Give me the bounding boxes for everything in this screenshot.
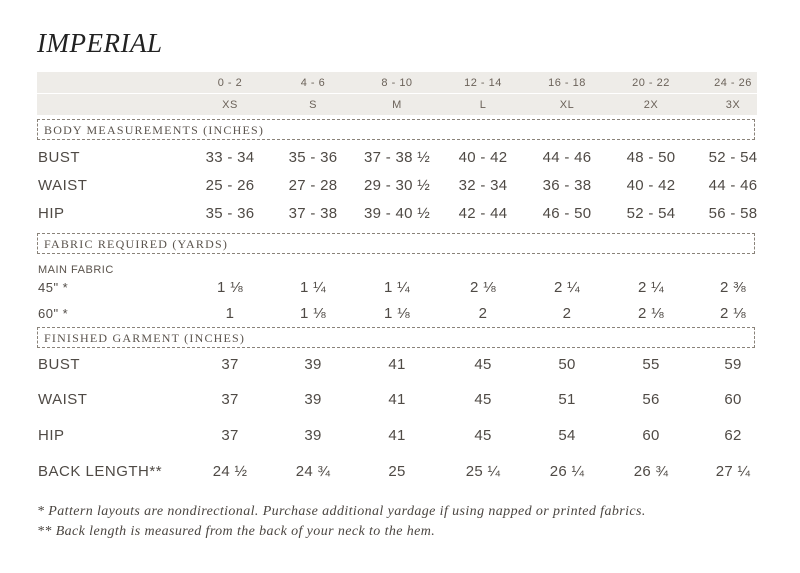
table-cell: 2 ⅛ [638,305,664,322]
table-cell: 1 ¼ [384,279,410,296]
table-cell: 59 [724,356,742,373]
table-cell: 2 ¼ [638,279,664,296]
row-label: HIP [38,205,65,222]
table-cell: 51 [558,391,576,408]
table-cell: 24 ¾ [295,463,331,480]
size-range: 8 - 10 [381,77,413,89]
table-cell: 42 - 44 [458,205,508,222]
section-body-measurements [37,119,755,140]
table-cell: 1 [225,305,235,322]
table-cell: 45 [474,356,492,373]
page-title: IMPERIAL [37,28,163,58]
section-heading: FABRIC REQUIRED (YARDS) [44,237,229,251]
table-cell: 25 - 26 [205,177,255,194]
table-cell: 33 - 34 [205,149,255,166]
row-label: WAIST [38,391,88,408]
table-cell: 62 [724,427,742,444]
section-heading: FINISHED GARMENT (INCHES) [44,331,246,345]
table-cell: 52 - 54 [626,205,676,222]
size-label: XS [222,99,238,111]
table-cell: 2 ¼ [554,279,580,296]
table-cell: 2 [478,305,488,322]
table-cell: 27 ¼ [715,463,751,480]
size-range: 16 - 18 [548,77,586,89]
size-label: L [479,99,487,111]
table-cell: 36 - 38 [542,177,592,194]
table-cell: 60 [724,391,742,408]
table-cell: 26 ¼ [549,463,585,480]
size-label: XL [559,99,575,111]
row-label: BUST [38,149,81,166]
table-cell: 37 [221,391,239,408]
section-heading: BODY MEASUREMENTS (INCHES) [44,123,265,137]
size-range: 0 - 2 [217,77,243,89]
footnote-pattern-layouts: * Pattern layouts are nondirectional. Purchase additional yardage if using napped or printed fabrics. [37,504,646,519]
row-label: WAIST [38,177,88,194]
size-range: 20 - 22 [632,77,670,89]
table-cell: 37 - 38 ½ [363,149,431,166]
table-cell: 45 [474,391,492,408]
table-cell: 54 [558,427,576,444]
table-cell: 48 - 50 [626,149,676,166]
table-cell: 35 - 36 [288,149,338,166]
table-cell: 1 ⅛ [300,305,326,322]
table-cell: 25 [388,463,406,480]
table-cell: 52 - 54 [708,149,758,166]
size-range: 12 - 14 [464,77,502,89]
table-cell: 2 ⅛ [470,279,496,296]
table-cell: 41 [388,391,406,408]
size-label: 2X [643,99,659,111]
section-finished-garment [37,327,755,348]
row-label: BACK LENGTH** [38,463,163,480]
table-cell: 25 ¼ [465,463,501,480]
table-cell: 29 - 30 ½ [363,177,431,194]
section-fabric-required [37,233,755,254]
table-cell: 56 - 58 [708,205,758,222]
size-label: M [392,99,402,111]
table-cell: 2 [562,305,572,322]
table-cell: 26 ¾ [633,463,669,480]
table-cell: 39 [304,356,322,373]
table-cell: 40 - 42 [626,177,676,194]
table-cell: 44 - 46 [542,149,592,166]
row-label: 60" * [38,306,69,321]
size-range: 4 - 6 [300,77,326,89]
table-cell: 1 ⅛ [384,305,410,322]
table-cell: 56 [642,391,660,408]
table-cell: 55 [642,356,660,373]
table-cell: 2 ⅛ [720,305,746,322]
table-cell: 60 [642,427,660,444]
size-label: 3X [725,99,741,111]
table-cell: 41 [388,427,406,444]
size-label: S [309,99,317,111]
size-range: 24 - 26 [714,77,752,89]
table-cell: 39 [304,391,322,408]
table-cell: 40 - 42 [458,149,508,166]
table-cell: 39 - 40 ½ [363,205,431,222]
table-cell: 37 [221,356,239,373]
table-cell: 32 - 34 [458,177,508,194]
table-cell: 2 ⅜ [720,279,746,296]
row-label: BUST [38,356,81,373]
table-cell: 1 ¼ [300,279,326,296]
table-cell: 41 [388,356,406,373]
table-cell: 37 [221,427,239,444]
table-cell: 50 [558,356,576,373]
footnote-back-length: ** Back length is measured from the back of your neck to the hem. [37,524,436,539]
table-cell: 39 [304,427,322,444]
table-cell: 37 - 38 [288,205,338,222]
table-cell: 44 - 46 [708,177,758,194]
table-cell: 1 ⅛ [217,279,243,296]
main-fabric-label: MAIN FABRIC [38,264,114,276]
row-label: HIP [38,427,65,444]
table-cell: 45 [474,427,492,444]
table-cell: 27 - 28 [288,177,338,194]
table-cell: 46 - 50 [542,205,592,222]
table-cell: 24 ½ [212,463,248,480]
table-cell: 35 - 36 [205,205,255,222]
row-label: 45" * [38,280,69,295]
